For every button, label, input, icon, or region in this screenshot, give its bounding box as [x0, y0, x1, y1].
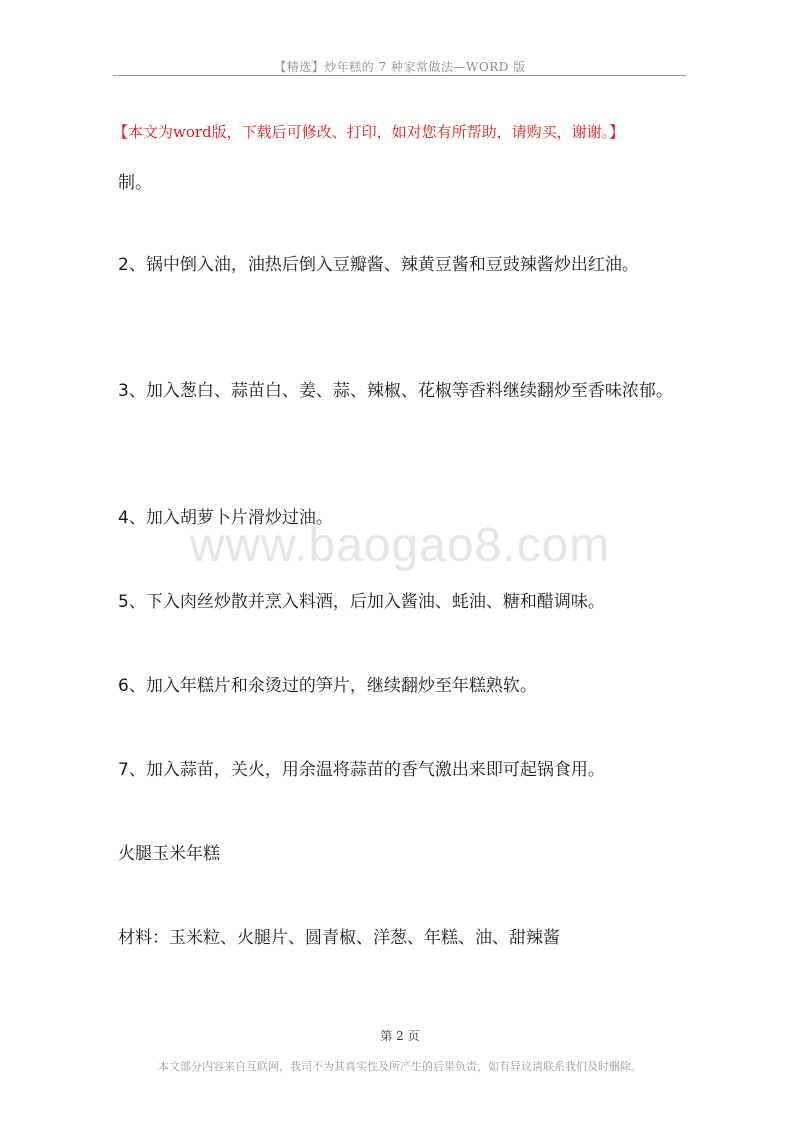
step-2: 2、锅中倒入油，油热后倒入豆瓣酱、辣黄豆酱和豆豉辣酱炒出红油。 [118, 255, 639, 275]
page-header: 【精选】炒年糕的 7 种家常做法—WORD 版 [274, 60, 526, 74]
watermark: www.baogao8.com [189, 519, 611, 572]
page-number: 第 2 页 [380, 1029, 420, 1043]
step-3: 3、加入葱白、蒜苗白、姜、蒜、辣椒、花椒等香料继续翻炒至香味浓郁。 [118, 381, 673, 401]
ingredients: 材料：玉米粒、火腿片、圆青椒、洋葱、年糕、油、甜辣酱 [118, 928, 560, 948]
recipe-title: 火腿玉米年糕 [118, 844, 220, 864]
header-divider [113, 75, 686, 76]
download-notice: 【本文为word版，下载后可修改、打印，如对您有所帮助，请购买，谢谢。】 [113, 123, 625, 141]
step-6: 6、加入年糕片和氽烫过的笋片，继续翻炒至年糕熟软。 [118, 676, 537, 696]
step-5: 5、下入肉丝炒散并烹入料酒，后加入酱油、蚝油、糖和醋调味。 [118, 592, 605, 612]
step-7: 7、加入蒜苗，关火，用余温将蒜苗的香气激出来即可起锅食用。 [118, 760, 605, 780]
page-footer: 本文部分内容来自互联网，我司不为其真实性及所产生的后果负责，如有异议请联系我们及时删除。 [158, 1060, 642, 1073]
step-4: 4、加入胡萝卜片滑炒过油。 [118, 508, 333, 528]
paragraph-continuation: 制。 [118, 173, 152, 193]
